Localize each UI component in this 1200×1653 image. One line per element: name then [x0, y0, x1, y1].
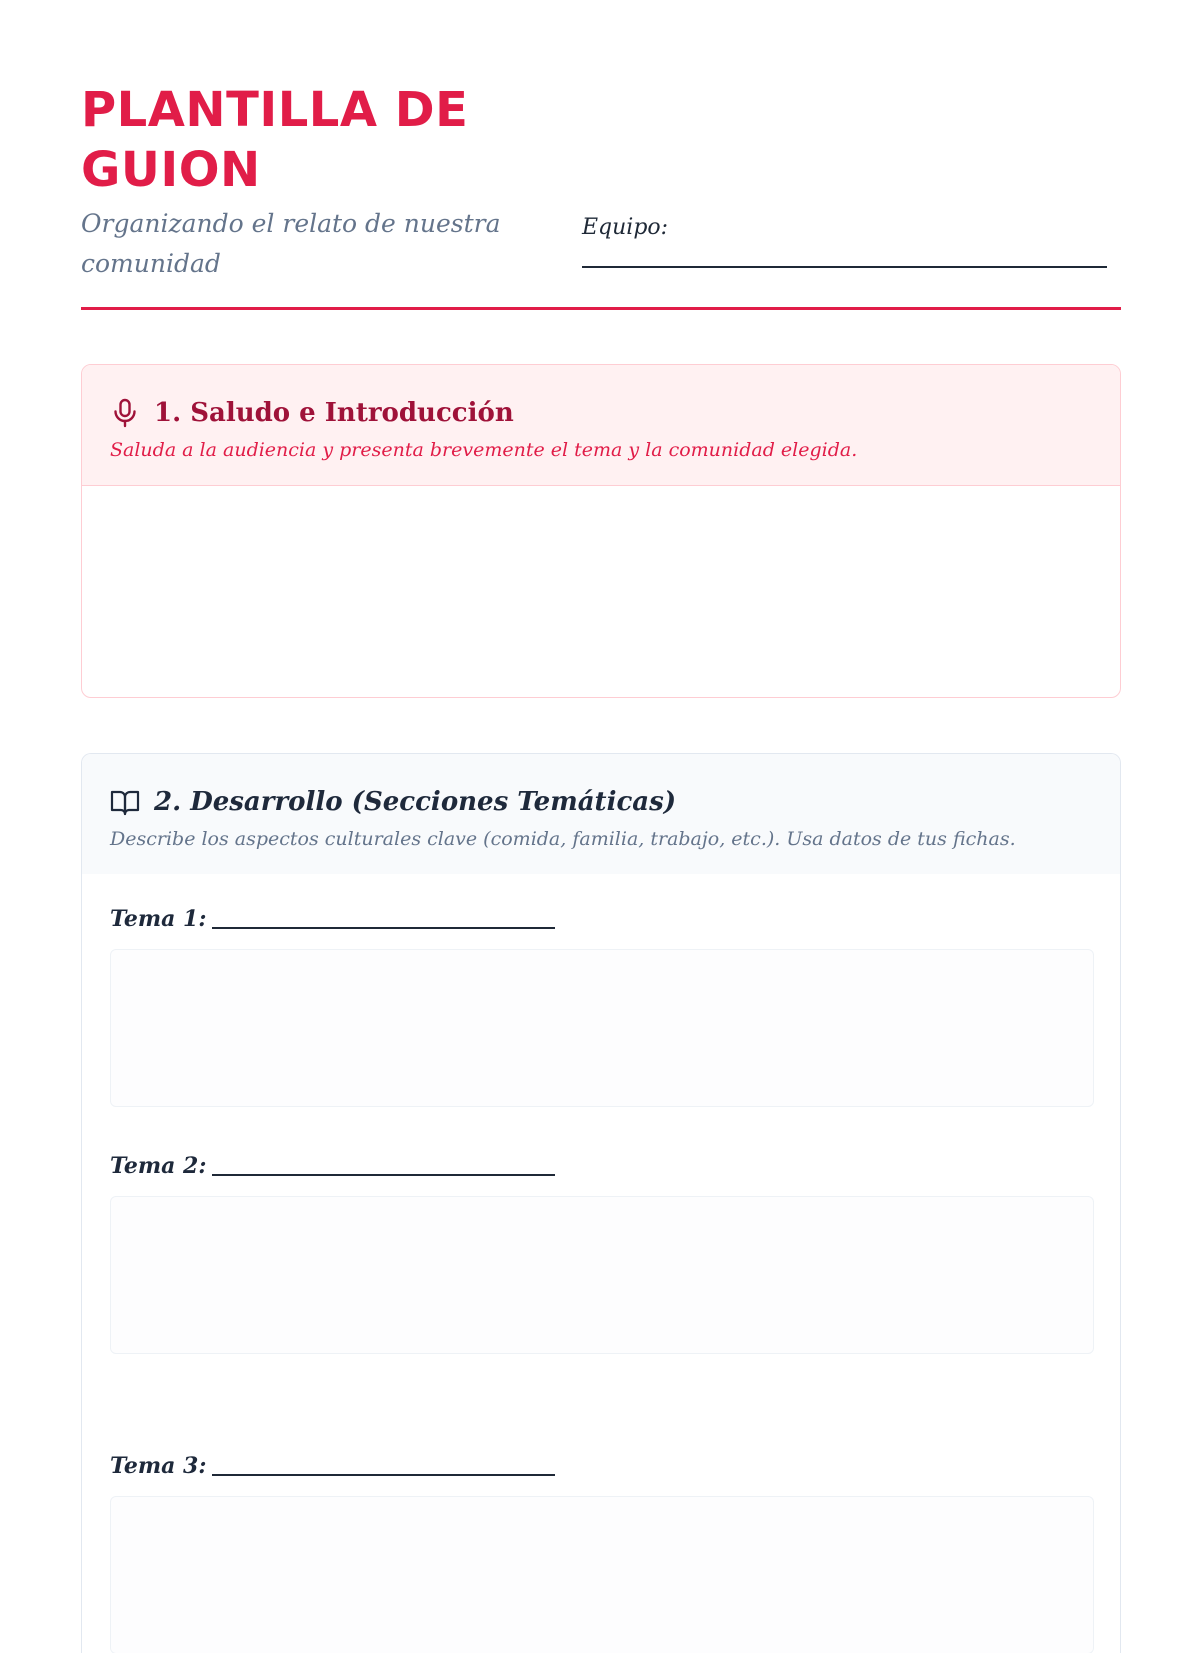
section-greeting-header: [82, 365, 1120, 486]
section-development-card: [81, 753, 1121, 1653]
section-greeting-title: 1. Saludo e Introducción: [154, 398, 514, 428]
document-header: [81, 80, 1121, 310]
section-greeting-description: Saluda a la audiencia y presenta brevemente el tema y la comunidad elegida.: [110, 439, 858, 461]
topic-title-line[interactable]: [212, 1174, 555, 1176]
section-development-title: 2. Desarrollo (Secciones Temáticas): [154, 787, 677, 817]
topic-label: Tema 3:: [110, 1453, 207, 1479]
topic-block: [110, 1148, 1094, 1354]
topic-writing-box[interactable]: [110, 1496, 1094, 1653]
team-field[interactable]: [582, 214, 1107, 268]
page-subtitle: Organizando el relato de nuestra comunidad: [81, 209, 501, 278]
topic-writing-box[interactable]: [110, 949, 1094, 1107]
topic-label: Tema 1:: [110, 906, 207, 932]
section-development-description: Describe los aspectos culturales clave (comida, familia, trabajo, etc.). Usa datos de tus fichas.: [110, 828, 1016, 850]
section-greeting-card: [81, 364, 1121, 698]
topic-block: [110, 1448, 1094, 1653]
team-write-line[interactable]: [582, 266, 1107, 268]
section-development-header: [82, 754, 1120, 874]
microphone-icon: [110, 397, 140, 429]
script-template-page: [81, 80, 1121, 1479]
page-title: PLANTILLA DE GUION: [81, 82, 469, 198]
topic-title-line[interactable]: [212, 1474, 555, 1476]
topic-label: Tema 2:: [110, 1153, 207, 1179]
open-book-icon: [110, 786, 140, 818]
topic-block: [110, 901, 1094, 1107]
team-label: Equipo:: [582, 215, 669, 240]
topic-writing-box[interactable]: [110, 1196, 1094, 1354]
topic-title-line[interactable]: [212, 927, 555, 929]
